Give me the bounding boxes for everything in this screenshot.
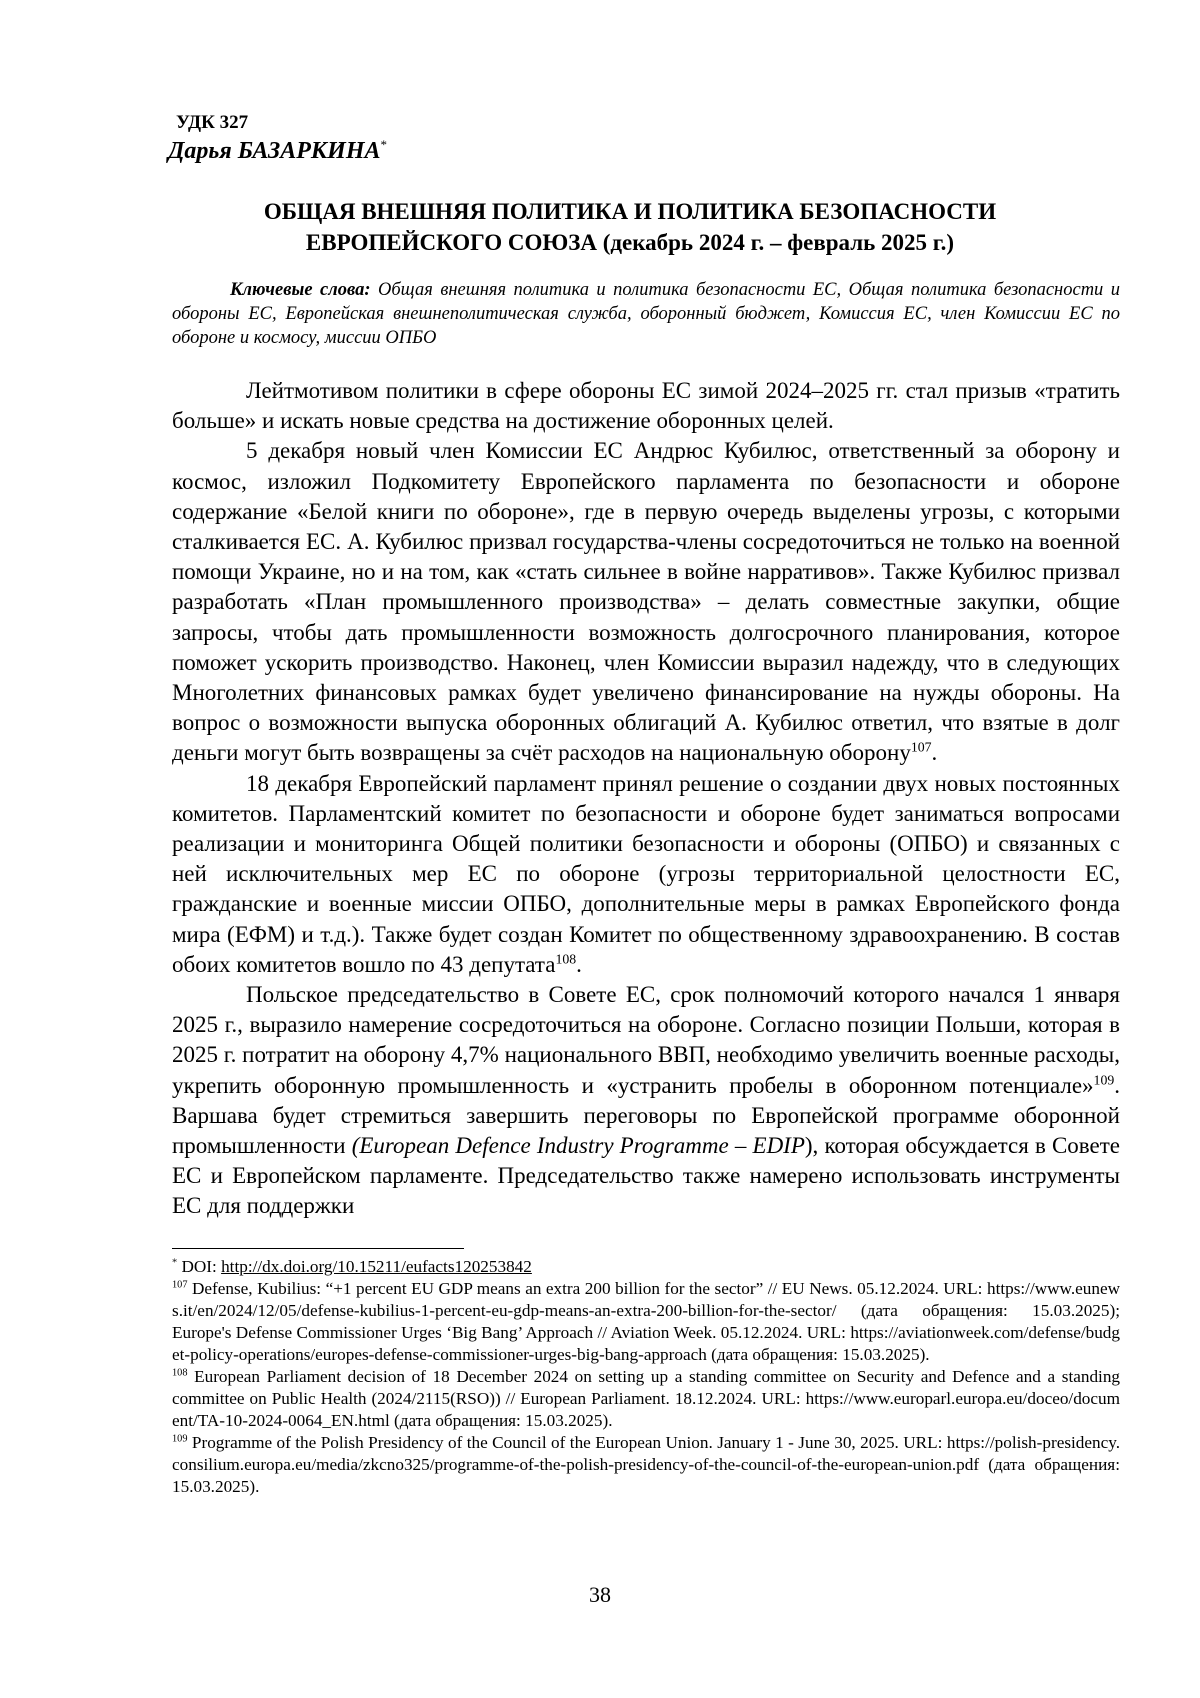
- footnote-107-text-b: (дата обращения: 15.03.2025); Europe's Defense Commissioner Urges ‘Big Bang’ Approach // Aviation Week. 05.12.2024. URL:: [172, 1301, 1120, 1342]
- footnote-doi-mark: *: [172, 1257, 178, 1269]
- footnote-109-number: 109: [172, 1433, 188, 1445]
- footnote-108-number: 108: [172, 1367, 188, 1379]
- author-text: Дарья БАЗАРКИНА: [168, 138, 381, 164]
- page-number: 38: [589, 1582, 611, 1607]
- keywords-text: Общая внешняя политика и политика безопасности ЕС, Общая политика безопасности и обороны ЕС, Европейская внешнеполитическая служба, оборонный бюджет, Комиссия ЕС, член Комиссии ЕС по обороне и космосу, миссии ОПБО: [172, 280, 1121, 348]
- udc-code: УДК 327: [176, 112, 249, 133]
- paragraph-4: [172, 980, 1120, 1222]
- footnote-107-url-1[interactable]: https://www.eunews.it/en/2024/12/05/defense-kubilius-1-percent-eu-gdp-means-an-extra-200-billion-for-the-sector/: [172, 1279, 1120, 1320]
- doi-link[interactable]: http://dx.doi.org/10.15211/eufacts120253842: [221, 1257, 532, 1276]
- footnote-108-text-b: (дата обращения: 15.03.2025).: [389, 1411, 613, 1430]
- paragraph-4-italic: (European Defence Industry Programme – EDIP: [351, 1133, 805, 1159]
- footnote-107: [172, 1278, 1120, 1366]
- footnote-ref-108[interactable]: 108: [555, 951, 577, 967]
- footnote-109-url[interactable]: https://polish-presidency.consilium.europa.eu/media/zkcno325/programme-of-the-polish-presidency-of-the-council-of-the-european-union.pdf: [172, 1433, 1120, 1474]
- paragraph-3-text: 18 декабря Европейский парламент принял решение о создании двух новых постоянных комитетов. Парламентский комитет по безопасности и обороне будет заниматься вопросами реализации и мониторинга Общей политики безопасности и обороны (ОПБО) и связанных с ней исключительных мер ЕС по обороне (угрозы территориальной целостности ЕС, гражданские и военные миссии ОПБО, дополнительные меры в рамках Европейского фонда мира (ЕФМ) и т.д.). Также будет создан Комитет по общественному здравоохранению. В состав обоих комитетов вошло по 43 депутата: [172, 770, 1120, 977]
- paragraph-4-text-a: Польское председательство в Совете ЕС, срок полномочий которого начался 1 января 2025 г., выразило намерение сосредоточиться на обороне. Согласно позиции Польши, которая в 2025 г. потратит на оборону 4,7% национального ВВП, необходимо увеличить военные расходы, укрепить оборонную промышленность и «устранить пробелы в оборонном потенциале»: [172, 982, 1120, 1098]
- keywords-label: Ключевые слова:: [230, 280, 371, 300]
- footnote-107-number: 107: [172, 1279, 188, 1291]
- footnote-109-text-a: Programme of the Polish Presidency of the Council of the European Union. January 1 - June 30, 2025. URL:: [191, 1433, 947, 1452]
- title-line-2: ЕВРОПЕЙСКОГО СОЮЗА (декабрь 2024 г. – февраль 2025 г.): [305, 230, 955, 255]
- footnote-ref-109[interactable]: 109: [1093, 1072, 1115, 1088]
- paragraph-4-text-b: . Варшава будет стремиться завершить переговоры по Европейской программе оборонной промышленности: [172, 1072, 1120, 1159]
- paragraph-1: Лейтмотивом политики в сфере обороны ЕС зимой 2024–2025 гг. стал призыв «тратить больше» и искать новые средства на достижение оборонных целей.: [172, 378, 1120, 434]
- author-name: [168, 138, 387, 165]
- paragraph-3: 18 декабря Европейский парламент принял решение о создании двух новых постоянных комитетов. Парламентский комитет по безопасности и обороне будет заниматься вопросами реализации и мониторинга Общей политики безопасности и обороны (ОПБО) и связанных с ней исключительных мер ЕС по обороне (угрозы территориальной целостности ЕС, гражданские и военные миссии ОПБО, дополнительные меры в рамках Европейского фонда мира (ЕФМ) и т.д.). Также будет создан Комитет по общественному здравоохранению. В состав обоих комитетов вошло по 43 депутата$^{108}$.: [172, 770, 1120, 977]
- footnote-108-text-a: European Parliament decision of 18 December 2024 on setting up a standing committee on Security and Defence and a standing committee on Public Health (2024/2115(RSO)) // European Parliament. 18.12.2024. URL:: [172, 1367, 1121, 1408]
- title-line-1: ОБЩАЯ ВНЕШНЯЯ ПОЛИТИКА И ПОЛИТИКА БЕЗОПАСНОСТИ: [263, 199, 997, 224]
- footnote-ref-107[interactable]: 107: [910, 739, 932, 755]
- paragraph-2-text: 5 декабря новый член Комиссии ЕС Андрюс Кубилюс, ответственный за оборону и космос, изложил Подкомитету Европейского парламента по безопасности и обороне содержание «Белой книги по обороне», где в первую очередь выделены угрозы, с которыми сталкивается ЕС. А. Кубилюс призвал государства-члены сосредоточиться не только на военной помощи Украине, но и на том, как «стать сильнее в войне нарративов». Также Кубилюс призвал разработать «План промышленного производства» – делать совместные закупки, общие запросы, чтобы дать промышленности возможность долгосрочного планирования, которое поможет ускорить производство. Наконец, член Комиссии выразил надежду, что в следующих Многолетних финансовых рамках будет увеличено финансирование на нужды обороны. На вопрос о возможности выпуска оборонных облигаций А. Кубилюс ответил, что взятые в долг деньги могут быть возвращены за счёт расходов на национальную оборону: [172, 438, 1120, 766]
- paragraph-4-text-c: ), которая обсуждается в Совете ЕС и Европейском парламенте. Председательство также намерено использовать инструменты ЕС для поддержки: [172, 1133, 1120, 1219]
- footnotes: [172, 1256, 1120, 1498]
- footnote-107-text-c: (дата обращения: 15.03.2025).: [706, 1345, 930, 1364]
- article-title: [230, 196, 1030, 258]
- author-footnote-mark: *: [380, 137, 388, 152]
- doi-label: DOI:: [181, 1257, 222, 1276]
- footnote-separator: [172, 1248, 464, 1249]
- footnote-107-url-2[interactable]: https://aviationweek.com/defense/budget-policy-operations/europes-defense-commissioner-urges-big-bang-approach: [172, 1323, 1120, 1364]
- footnote-doi: [172, 1256, 1120, 1278]
- paragraph-2: 5 декабря новый член Комиссии ЕС Андрюс Кубилюс, ответственный за оборону и космос, изложил Подкомитету Европейского парламента по безопасности и обороне содержание «Белой книги по обороне», где в первую очередь выделены угрозы, с которыми сталкивается ЕС. А. Кубилюс призвал государства-члены сосредоточиться не только на военной помощи Украине, но и на том, как «стать сильнее в войне нарративов». Также Кубилюс призвал разработать «План промышленного производства» – делать совместные закупки, общие запросы, чтобы дать промышленности возможность долгосрочного планирования, которое поможет ускорить производство. Наконец, член Комиссии выразил надежду, что в следующих Многолетних финансовых рамках будет увеличено финансирование на нужды обороны. На вопрос о возможности выпуска оборонных облигаций А. Кубилюс ответил, что взятые в долг деньги могут быть возвращены за счёт расходов на национальную оборону$^{107}$.: [172, 438, 1120, 766]
- footnote-109: [172, 1432, 1120, 1498]
- footnote-109-text-b: (дата обращения: 15.03.2025).: [172, 1455, 1120, 1496]
- footnote-107-text-a: Defense, Kubilius: “+1 percent EU GDP means an extra 200 billion for the sector” // EU News. 05.12.2024. URL:: [191, 1279, 987, 1298]
- footnote-108-url[interactable]: https://www.europarl.europa.eu/doceo/document/TA-10-2024-0064_EN.html: [172, 1389, 1120, 1430]
- keywords-block: [172, 278, 1120, 350]
- footnote-108: [172, 1366, 1120, 1432]
- article-body: [172, 376, 1120, 1222]
